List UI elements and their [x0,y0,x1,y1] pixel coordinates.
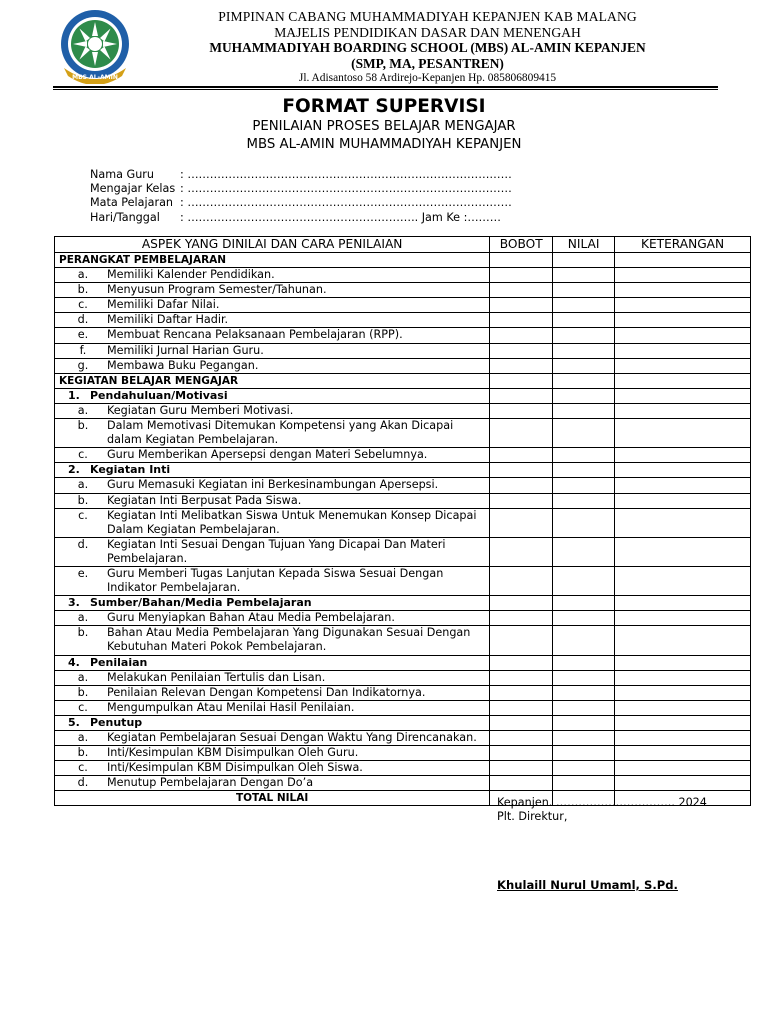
score-cell[interactable] [553,403,615,418]
score-cell[interactable] [553,685,615,700]
table-row [55,731,751,746]
weight-cell[interactable] [490,626,553,655]
score-cell[interactable] [553,388,615,403]
table-row [55,419,751,448]
item-text: Guru Memberikan Apersepsi dengan Materi Sebelumnya. [107,448,428,462]
notes-cell[interactable] [615,419,751,448]
item-marker: a. [77,478,89,492]
identity-value[interactable]: : …………………………………………………………………………… [180,182,512,196]
score-cell[interactable] [553,328,615,343]
weight-cell[interactable] [490,537,553,566]
subsection-number: 2. [68,463,80,477]
table-row [55,685,751,700]
notes-cell[interactable] [615,626,751,655]
item-marker: b. [77,283,89,297]
weight-cell[interactable] [490,776,553,791]
aspect-cell [55,566,490,595]
score-cell[interactable] [553,537,615,566]
header-weight: BOBOT [490,237,553,253]
notes-cell[interactable] [615,373,751,388]
notes-cell[interactable] [615,776,751,791]
weight-cell[interactable] [490,403,553,418]
aspect-cell [55,313,490,328]
item-marker: b. [77,685,89,699]
item-text: Kegiatan Guru Memberi Motivasi. [107,403,294,417]
item-text: Kegiatan Inti Sesuai Dengan Tujuan Yang Dicapai Dan Materi Pembelajaran. [107,537,446,565]
letterhead-line4: (SMP, MA, PESANTREN) [351,55,504,71]
item-marker: d. [77,537,89,551]
aspect-cell [55,670,490,685]
header-score: NILAI [553,237,615,253]
item-marker: a. [77,731,89,744]
weight-cell[interactable] [490,283,553,298]
weight-cell[interactable] [490,298,553,313]
weight-cell[interactable] [490,419,553,448]
weight-cell[interactable] [490,700,553,715]
aspect-cell [55,761,490,776]
subsection-title: Kegiatan Inti [90,463,171,477]
notes-cell[interactable] [615,566,751,595]
item-text: Memiliki Kalender Pendidikan. [107,268,275,282]
table-row [55,626,751,655]
table-row [55,508,751,537]
table-row [55,670,751,685]
aspect-cell [55,611,490,626]
notes-cell[interactable] [615,746,751,761]
item-text: Dalam Memotivasi Ditemukan Kompetensi yang Akan Dicapai dalam Kegiatan Pembelajaran. [107,419,454,447]
item-marker: c. [78,448,88,462]
weight-cell[interactable] [490,493,553,508]
total-label: TOTAL NILAI [55,791,490,806]
table-row [55,403,751,418]
table-row [55,537,751,566]
identity-value[interactable]: : …………………………………………………………………………… [180,168,512,181]
table-row [55,268,751,283]
score-cell[interactable] [553,746,615,761]
aspect-cell [55,298,490,313]
score-cell[interactable] [553,253,615,268]
aspect-cell [55,403,490,418]
weight-cell[interactable] [490,566,553,595]
item-marker: c. [78,298,88,312]
notes-cell[interactable] [615,313,751,328]
item-text: Membawa Buku Pegangan. [107,358,259,372]
score-cell[interactable] [553,626,615,655]
weight-cell[interactable] [490,670,553,685]
identity-label: Hari/Tanggal [90,210,160,224]
notes-cell[interactable] [615,478,751,493]
weight-cell[interactable] [490,508,553,537]
weight-cell[interactable] [490,746,553,761]
subsection-cell [55,655,490,670]
score-cell[interactable] [553,611,615,626]
score-cell[interactable] [553,761,615,776]
section-title: KEGIATAN BELAJAR MENGAJAR [55,373,490,388]
document-title: FORMAT SUPERVISI [282,96,486,117]
table-row [55,328,751,343]
item-text: Bahan Atau Media Pembelajaran Yang Digunakan Sesuai Dengan Kebutuhan Materi Pokok Pembelajaran. [107,626,471,654]
weight-cell[interactable] [490,328,553,343]
notes-cell[interactable] [615,670,751,685]
subsection-row [55,655,751,670]
subsection-row [55,596,751,611]
aspect-cell [55,328,490,343]
weight-cell[interactable] [490,611,553,626]
item-marker: e. [77,328,89,342]
letterhead [52,6,712,86]
notes-cell[interactable] [615,328,751,343]
section-title: PERANGKAT PEMBELAJARAN [55,253,490,268]
item-text: Kegiatan Inti Melibatkan Siswa Untuk Menemukan Konsep Dicapai Dalam Kegiatan Pembelajaran. [107,508,477,536]
score-cell[interactable] [553,655,615,670]
notes-cell[interactable] [615,655,751,670]
score-cell[interactable] [553,596,615,611]
signature-place-date: Kepanjen. ………………………….. 2024 [497,796,707,809]
item-text: Memiliki Jurnal Harian Guru. [107,343,264,357]
score-cell[interactable] [553,508,615,537]
score-cell[interactable] [553,493,615,508]
subsection-title: Pendahuluan/Motivasi [90,388,228,402]
identity-value[interactable]: : …………………………………………………….. Jam Ke :……… [180,210,501,224]
aspect-cell [55,343,490,358]
identity-label: Mengajar Kelas [90,182,176,196]
weight-cell[interactable] [490,343,553,358]
score-cell[interactable] [553,358,615,373]
item-marker: c. [78,700,88,714]
item-text: Menyusun Program Semester/Tahunan. [107,283,327,297]
notes-cell[interactable] [615,448,751,463]
item-text: Mengumpulkan Atau Menilai Hasil Penilaian. [107,700,355,714]
item-marker: b. [77,419,89,433]
item-marker: f. [79,343,87,357]
signature-name: Khulaill Nurul Umaml, S.Pd. [497,878,678,892]
subsection-title: Sumber/Bahan/Media Pembelajaran [90,596,312,610]
weight-cell[interactable] [490,358,553,373]
item-text: Penilaian Relevan Dengan Kompetensi Dan Indikatornya. [107,685,426,699]
aspect-cell [55,283,490,298]
weight-cell[interactable] [490,655,553,670]
identity-label: Nama Guru [90,168,154,181]
item-marker: a. [77,611,89,625]
logo-text: MBS AL-AMIN [72,74,118,81]
header-notes: KETERANGAN [615,237,751,253]
item-marker: b. [77,493,89,507]
document-subtitle: PENILAIAN PROSES BELAJAR MENGAJAR [252,119,516,134]
subsection-title: Penilaian [90,655,148,669]
table-row [55,700,751,715]
notes-cell[interactable] [615,715,751,730]
score-cell[interactable] [553,478,615,493]
subsection-number: 1. [68,388,80,402]
score-cell[interactable] [553,715,615,730]
letterhead-divider [53,86,718,88]
identity-label: Mata Pelajaran [90,196,174,210]
school-logo [54,8,136,84]
item-marker: a. [77,403,89,417]
weight-cell[interactable] [490,761,553,776]
signature-block [497,796,707,824]
notes-cell[interactable] [615,343,751,358]
item-text: Melakukan Penilaian Tertulis dan Lisan. [107,670,326,684]
item-text: Guru Memasuki Kegiatan ini Berkesinambungan Apersepsi. [107,478,439,492]
item-marker: e. [77,566,89,580]
weight-cell[interactable] [490,731,553,746]
item-text: Memiliki Daftar Hadir. [107,313,229,327]
table-row [55,493,751,508]
table-row [55,761,751,776]
item-marker: a. [77,670,89,684]
aspect-cell [55,746,490,761]
letterhead-line1: PIMPINAN CABANG MUHAMMADIYAH KEPANJEN KAB MALANG [218,9,637,24]
item-text: Membuat Rencana Pelaksanaan Pembelajaran (RPP). [107,328,403,342]
aspect-cell [55,478,490,493]
score-cell[interactable] [553,700,615,715]
table-row [55,298,751,313]
notes-cell[interactable] [615,268,751,283]
aspect-cell [55,508,490,537]
letterhead-address: Jl. Adisantoso 58 Ardirejo-Kepanjen Hp. 085806809415 [298,72,557,84]
notes-cell[interactable] [615,700,751,715]
subsection-number: 5. [68,715,80,729]
item-text: Kegiatan Inti Berpusat Pada Siswa. [107,493,302,507]
score-cell[interactable] [553,419,615,448]
weight-cell[interactable] [490,268,553,283]
item-text: Inti/Kesimpulan KBM Disimpulkan Oleh Guru. [107,746,359,760]
notes-cell[interactable] [615,731,751,746]
notes-cell[interactable] [615,685,751,700]
letterhead-text [150,9,705,85]
item-text: Guru Menyiapkan Bahan Atau Media Pembelajaran. [107,611,395,625]
table-row [55,776,751,791]
subsection-title: Penutup [90,715,143,729]
subsection-number: 3. [68,596,80,610]
letterhead-divider-thin [53,89,718,90]
table-row [55,313,751,328]
weight-cell[interactable] [490,388,553,403]
section-row [55,373,751,388]
letterhead-line2: MAJELIS PENDIDIKAN DASAR DAN MENENGAH [274,24,581,40]
item-marker: d. [77,313,89,327]
table-body [55,253,751,806]
table-row [55,283,751,298]
weight-cell[interactable] [490,313,553,328]
item-marker: b. [77,746,89,760]
item-marker: c. [78,761,88,775]
notes-cell[interactable] [615,761,751,776]
header-aspect: ASPEK YANG DINILAI DAN CARA PENILAIAN [55,237,490,253]
weight-cell[interactable] [490,478,553,493]
aspect-cell [55,358,490,373]
section-row [55,253,751,268]
letterhead-line3: MUHAMMADIYAH BOARDING SCHOOL (MBS) AL-AMIN KEPANJEN [209,40,646,55]
subsection-row [55,715,751,730]
aspect-cell [55,493,490,508]
identity-row [90,211,512,225]
weight-cell[interactable] [490,715,553,730]
item-marker: c. [78,508,88,522]
score-cell[interactable] [553,670,615,685]
weight-cell[interactable] [490,463,553,478]
item-text: Kegiatan Pembelajaran Sesuai Dengan Waktu Yang Direncanakan. [107,731,477,744]
subsection-cell [55,388,490,403]
notes-cell[interactable] [615,463,751,478]
table-row [55,611,751,626]
notes-cell[interactable] [615,388,751,403]
notes-cell[interactable] [615,493,751,508]
weight-cell[interactable] [490,373,553,388]
subsection-cell [55,596,490,611]
score-cell[interactable] [553,373,615,388]
score-cell[interactable] [553,731,615,746]
subsection-row [55,388,751,403]
item-text: Guru Memberi Tugas Lanjutan Kepada Siswa Sesuai Dengan Indikator Pembelajaran. [107,566,444,595]
weight-cell[interactable] [490,253,553,268]
score-cell[interactable] [553,268,615,283]
aspect-cell [55,685,490,700]
item-marker: g. [77,358,89,372]
score-cell[interactable] [553,566,615,595]
score-cell[interactable] [553,776,615,791]
subsection-cell [55,463,490,478]
table-row [55,358,751,373]
notes-cell[interactable] [615,283,751,298]
notes-cell[interactable] [615,298,751,313]
item-text: Menutup Pembelajaran Dengan Do’a [107,776,314,790]
weight-cell[interactable] [490,685,553,700]
item-marker: d. [77,776,89,790]
table-row [55,343,751,358]
subsection-number: 4. [68,655,80,669]
aspect-cell [55,448,490,463]
identity-row [90,182,512,196]
table-header-row [55,237,751,253]
score-cell[interactable] [553,343,615,358]
score-cell[interactable] [553,463,615,478]
score-cell[interactable] [553,283,615,298]
item-marker: b. [77,626,89,640]
aspect-cell [55,537,490,566]
aspect-cell [55,419,490,448]
weight-cell[interactable] [490,596,553,611]
notes-cell[interactable] [615,253,751,268]
table-row [55,746,751,761]
notes-cell[interactable] [615,537,751,566]
aspect-cell [55,700,490,715]
item-marker: a. [77,268,89,282]
subsection-cell [55,715,490,730]
aspect-cell [55,268,490,283]
notes-cell[interactable] [615,403,751,418]
subsection-row [55,463,751,478]
notes-cell[interactable] [615,508,751,537]
score-cell[interactable] [553,313,615,328]
score-cell[interactable] [553,448,615,463]
notes-cell[interactable] [615,358,751,373]
table-row [55,478,751,493]
identity-row [90,196,512,210]
supervision-table [54,236,751,806]
item-text: Memiliki Dafar Nilai. [107,298,220,312]
score-cell[interactable] [553,298,615,313]
notes-cell[interactable] [615,596,751,611]
table-row [55,566,751,595]
aspect-cell [55,626,490,655]
identity-row [90,168,512,182]
signature-role: Plt. Direktur, [497,810,568,824]
identity-fields [90,168,512,225]
aspect-cell [55,731,490,746]
item-text: Inti/Kesimpulan KBM Disimpulkan Oleh Siswa. [107,761,363,775]
weight-cell[interactable] [490,448,553,463]
identity-value[interactable]: : …………………………………………………………………………… [180,196,512,210]
document-institution: MBS AL-AMIN MUHAMMADIYAH KEPANJEN [246,137,522,152]
aspect-cell [55,776,490,791]
table-row [55,448,751,463]
notes-cell[interactable] [615,611,751,626]
